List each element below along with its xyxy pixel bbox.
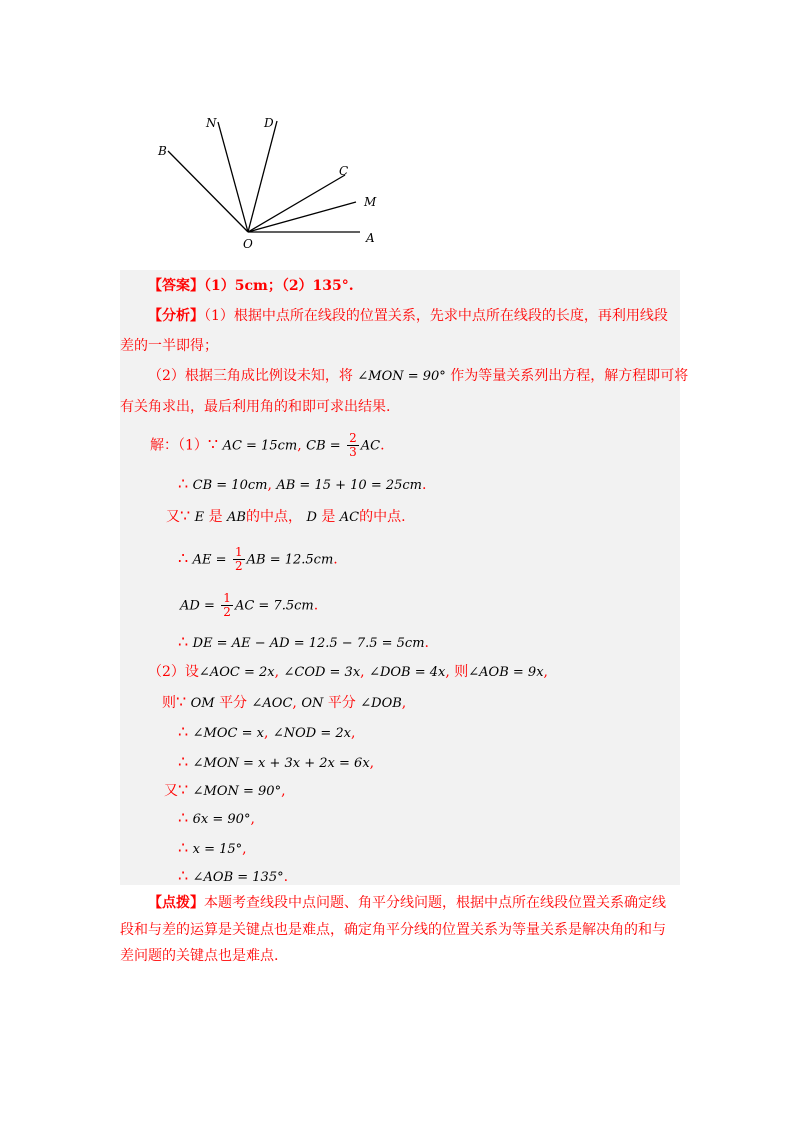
solution-line-10: ∴ ∠MON = x + 3x + 2x = 6x,	[178, 752, 375, 771]
tip-line-1: 【点拨】本题考查线段中点问题、角平分线问题，根据中点所在线段位置关系确定线	[148, 895, 666, 911]
analysis-tag: 【分析】	[148, 308, 204, 324]
solution-line-7: （2）设∠AOC = 2x, ∠COD = 3x, ∠DOB = 4x, 则∠AOB = 9x,	[148, 664, 548, 680]
fraction-1-2: $\frac{1}{2}$	[235, 545, 243, 573]
label-D: D	[264, 116, 274, 130]
ray-OD	[248, 121, 277, 232]
analysis-text-3a: （2）根据三角成比例设未知，将	[148, 368, 353, 384]
fraction-1-2b: $\frac{1}{2}$	[223, 591, 231, 619]
answer-text: （1）5cm；（2）135°.	[204, 278, 354, 294]
tip-line-3: 差问题的关键点也是难点.	[120, 948, 279, 964]
label-M: M	[364, 195, 377, 209]
label-C: C	[339, 164, 349, 178]
ray-ON	[218, 122, 248, 232]
eq-cb: CB = 10cm	[192, 478, 268, 493]
solution-line-4: ∴ AE = $\frac{1}{2}$ AB = 12.5cm.	[178, 545, 338, 573]
analysis-math: ∠MON = 90°	[357, 369, 446, 384]
solution-line-1: 解：（1）∵ AC = 15cm, CB = $\frac{2}{3}$ AC.	[150, 431, 385, 459]
answer-tag: 【答案】	[148, 278, 204, 294]
therefore-symbol: ∴	[178, 474, 189, 493]
solution-line-6: ∴ DE = AE − AD = 12.5 − 7.5 = 5cm.	[178, 632, 429, 651]
solution-prefix: 解：（1）	[150, 437, 208, 454]
analysis-line-4: 有关角求出，最后利用角的和即可求出结果.	[120, 399, 391, 415]
eq-ac: AC = 15cm	[222, 438, 298, 454]
eq-cb-b: AC	[360, 438, 381, 454]
solution-line-2: ∴ CB = 10cm, AB = 15 + 10 = 25cm.	[178, 474, 427, 493]
label-N: N	[206, 116, 217, 130]
label-O: O	[243, 237, 253, 251]
analysis-text-1: （1）根据中点所在线段的位置关系，先求中点所在线段的长度，再利用线段	[204, 308, 668, 324]
answer-line	[148, 276, 354, 296]
ray-OB	[168, 151, 248, 232]
solution-line-9: ∴ ∠MOC = x, ∠NOD = 2x,	[178, 722, 356, 741]
fraction-2-3: $\frac{2}{3}$	[349, 431, 357, 459]
tip-line-2: 段和与差的运算是关键点也是难点，确定角平分线的位置关系为等量关系是解决角的和与	[120, 922, 666, 938]
analysis-line-3	[148, 366, 688, 387]
analysis-text-3b: 作为等量关系列出方程，解方程即可将	[450, 368, 689, 384]
analysis-line-1	[148, 306, 668, 326]
because-symbol: ∵	[207, 434, 219, 454]
eq-ab: AB = 15 + 10 = 25cm	[276, 478, 423, 493]
tip-tag: 【点拨】	[148, 895, 204, 911]
ray-OM	[248, 202, 356, 232]
solution-line-3: 又∵ E 是 AB的中点， D 是 AC的中点.	[166, 506, 406, 525]
ray-OC	[248, 175, 345, 232]
analysis-line-2: 差的一半即得；	[120, 338, 218, 354]
label-A: A	[366, 231, 375, 245]
solution-line-5: AD = $\frac{1}{2}$ AC = 7.5cm.	[180, 591, 319, 619]
eq-cb-a: CB =	[306, 438, 341, 454]
angle-figure	[150, 105, 390, 265]
solution-line-14: ∴ ∠AOB = 135°.	[178, 866, 289, 885]
solution-line-13: ∴ x = 15°,	[178, 838, 247, 857]
label-B: B	[158, 144, 167, 158]
solution-line-12: ∴ 6x = 90°,	[178, 808, 255, 827]
solution-line-11: 又∵ ∠MON = 90°,	[164, 780, 286, 799]
solution-line-8: 则∵ OM 平分 ∠AOC, ON 平分 ∠DOB,	[162, 692, 407, 711]
